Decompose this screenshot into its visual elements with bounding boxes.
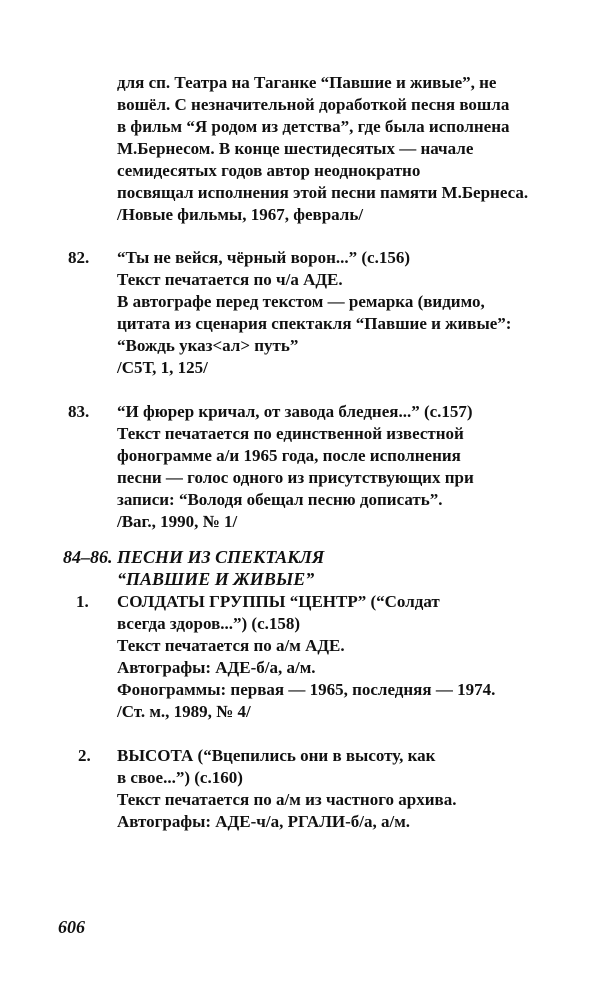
text-line: Текст печатается по а/м АДЕ. [117, 636, 345, 655]
text-line: вошёл. С незначительной доработкой песня вошла [117, 95, 510, 114]
item-title: ВЫСОТА (“Вцепились они в высоту, как [117, 746, 436, 765]
text-line: Фонограммы: первая — 1965, последняя — 1974. [117, 680, 496, 699]
source-reference: /Ст. м., 1989, № 4/ [117, 702, 251, 721]
section-heading-line: 84–86. ПЕСНИ ИЗ СПЕКТАКЛЯ [63, 547, 325, 567]
source-reference: /С5Т, 1, 125/ [117, 358, 208, 377]
text-line: М.Бернесом. В конце шестидесятых — начале [117, 139, 474, 158]
text-line: записи: “Володя обещал песню дописать”. [117, 490, 443, 509]
item-title: СОЛДАТЫ ГРУППЫ “ЦЕНТР” (“Солдат [117, 592, 440, 611]
source-reference: /Новые фильмы, 1967, февраль/ [117, 205, 364, 224]
text-line: В автографе перед текстом — ремарка (видимо, [117, 292, 485, 311]
entry-title: “И фюрер кричал, от завода бледнея...” (с.157) [117, 402, 473, 421]
item-title: всегда здоров...”) (с.158) [117, 614, 301, 633]
text-line: Автографы: АДЕ-б/а, а/м. [117, 658, 316, 677]
text-line: посвящал исполнения этой песни памяти М.Бернеса. [117, 183, 529, 202]
text-line: Текст печатается по а/м из частного архива. [117, 790, 457, 809]
text-line: Текст печатается по ч/а АДЕ. [117, 270, 343, 289]
text-line: “Вождь указ<ал> путь” [117, 336, 299, 355]
page-number: 606 [58, 917, 85, 937]
text-line: в фильм “Я родом из детства”, где была исполнена [117, 117, 510, 136]
item-number: 2. [78, 746, 91, 765]
text-line: песни — голос одного из присутствующих при [117, 468, 474, 487]
source-reference: /Ваг., 1990, № 1/ [117, 512, 238, 531]
entry-number: 83. [68, 402, 90, 421]
item-title: в свое...”) (с.160) [117, 768, 243, 787]
section-heading-line: “ПАВШИЕ И ЖИВЫЕ” [117, 569, 315, 589]
entry-number: 82. [68, 248, 90, 267]
text-line: фонограмме а/и 1965 года, после исполнения [117, 446, 461, 465]
text-line: семидесятых годов автор неоднократно [117, 161, 421, 180]
entry-title: “Ты не вейся, чёрный ворон...” (с.156) [117, 248, 411, 267]
text-line: Автографы: АДЕ-ч/а, РГАЛИ-б/а, а/м. [117, 812, 411, 831]
text-line: для сп. Театра на Таганке “Павшие и живые”, не [117, 73, 497, 92]
text-line: Текст печатается по единственной известной [117, 424, 464, 443]
text-line: цитата из сценария спектакля “Павшие и живые”: [117, 314, 512, 333]
item-number: 1. [76, 592, 89, 611]
